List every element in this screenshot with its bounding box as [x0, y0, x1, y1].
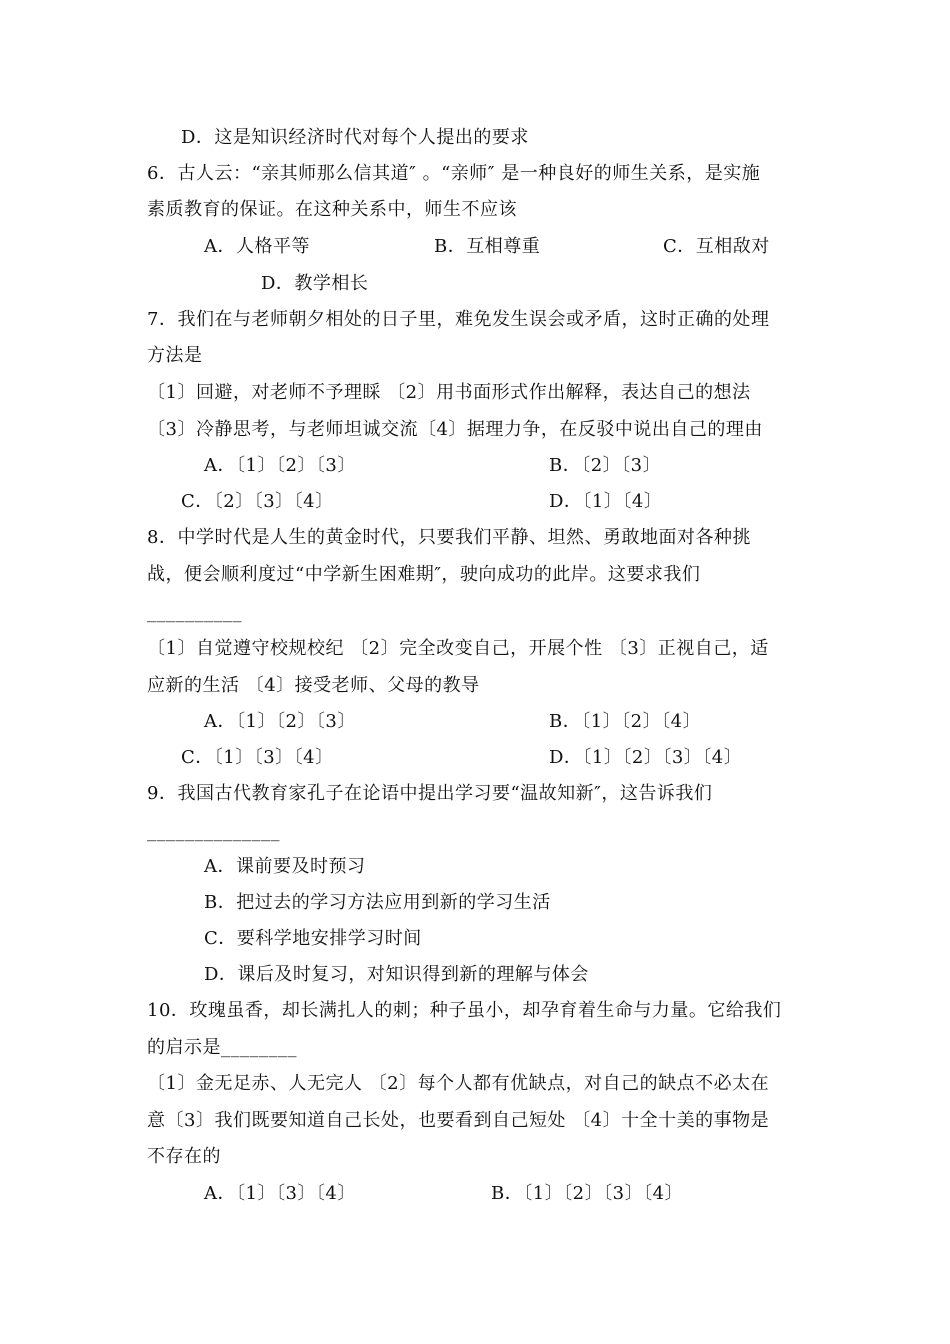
option-9d: D．课后及时复习，对知识得到新的理解与体会 [204, 964, 589, 985]
question-10-statements-2: 意〔3〕我们既要知道自己长处，也要看到自己短处 〔4〕十全十美的事物是 [147, 1110, 770, 1131]
question-8-line-2: 战，便会顺利度过“中学新生困难期″，驶向成功的此岸。这要求我们 [147, 564, 701, 585]
option-8d: D．〔1〕〔2〕〔3〕〔4〕 [549, 747, 743, 768]
option-6a: A．人格平等 [204, 236, 310, 257]
option-10a: A．〔1〕〔3〕〔4〕 [204, 1183, 356, 1204]
option-8c: C．〔1〕〔3〕〔4〕 [181, 747, 334, 768]
option-9b: B．把过去的学习方法应用到新的学习生活 [204, 892, 551, 913]
option-7a: A．〔1〕〔2〕〔3〕 [204, 455, 356, 476]
option-5d: D．这是知识经济时代对每个人提出的要求 [181, 127, 529, 148]
question-10-line-2: 的启示是________ [147, 1037, 297, 1058]
question-7-line-2: 方法是 [147, 345, 203, 366]
question-6-line-2: 素质教育的保证。在这种关系中，师生不应该 [147, 199, 517, 220]
question-10-statements-1: 〔1〕金无足赤、人无完人 〔2〕每个人都有优缺点，对自己的缺点不必太在 [147, 1073, 770, 1094]
option-10b: B．〔1〕〔2〕〔3〕〔4〕 [491, 1183, 684, 1204]
question-8-line-1: 8．中学时代是人生的黄金时代，只要我们平静、坦然、勇敢地面对各种挑 [147, 527, 751, 548]
question-7-line-1: 7．我们在与老师朝夕相处的日子里，难免发生误会或矛盾，这时正确的处理 [147, 309, 770, 330]
option-7b: B．〔2〕〔3〕 [549, 455, 662, 476]
question-10-statements-3: 不存在的 [147, 1146, 221, 1167]
option-9a: A．课前要及时预习 [204, 856, 366, 877]
question-7-statements-2: 〔3〕冷静思考，与老师坦诚交流〔4〕据理力争，在反驳中说出自己的理由 [147, 419, 763, 440]
option-6b: B．互相尊重 [434, 236, 541, 257]
question-8-statements-2: 应新的生活 〔4〕接受老师、父母的教导 [147, 675, 480, 696]
option-9c: C．要科学地安排学习时间 [204, 928, 422, 949]
question-10-line-1: 10．玫瑰虽香，却长满扎人的刺；种子虽小，却孕育着生命与力量。它给我们 [147, 1000, 782, 1021]
question-8-answer-blank: __________ [147, 602, 242, 623]
option-6c: C．互相敌对 [663, 236, 770, 257]
option-7d: D．〔1〕〔4〕 [549, 491, 663, 512]
option-6d: D．教学相长 [261, 273, 369, 294]
question-9-line-1: 9．我国古代教育家孔子在论语中提出学习要“温故知新″，这告诉我们 [147, 783, 713, 804]
question-9-answer-blank: ______________ [147, 821, 280, 842]
question-8-statements-1: 〔1〕自觉遵守校规校纪 〔2〕完全改变自己，开展个性 〔3〕正视自己，适 [147, 638, 769, 659]
option-8a: A．〔1〕〔2〕〔3〕 [204, 711, 356, 732]
question-6-line-1: 6．古人云：“亲其师那么信其道″ 。“亲师″ 是一种良好的师生关系，是实施 [147, 163, 761, 184]
option-8b: B．〔1〕〔2〕〔4〕 [549, 711, 702, 732]
question-7-statements-1: 〔1〕回避，对老师不予理睬 〔2〕用书面形式作出解释，表达自己的想法 [147, 382, 751, 403]
option-7c: C．〔2〕〔3〕〔4〕 [181, 491, 334, 512]
